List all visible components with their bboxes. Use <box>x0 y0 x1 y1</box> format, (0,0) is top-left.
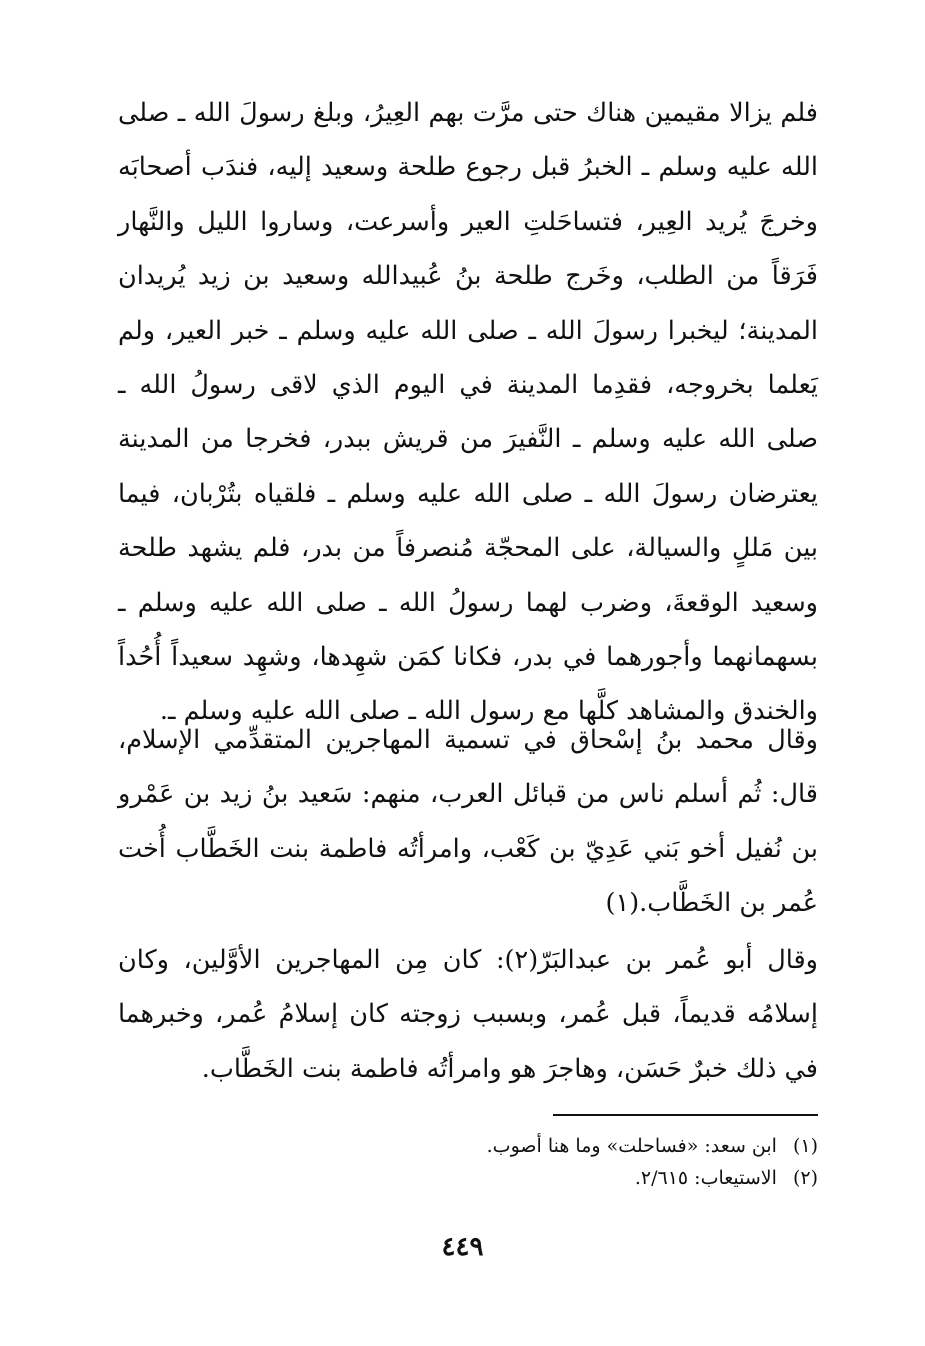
footnote-2-number: (٢) <box>792 1167 818 1189</box>
footnote-2-text: الاستيعاب: ٢/٦١٥. <box>634 1167 777 1189</box>
footnote-separator <box>553 1114 818 1116</box>
footnote-1-text: ابن سعد: «فساحلت» وما هنا أصوب. <box>486 1135 777 1157</box>
paragraph-2: وقال محمد بنُ إسْحاق في تسمية المهاجرين المتقدِّمي الإسلام، قال: ثُم أسلم ناس من قبائل العرب، منهم: سَعيد بنُ زيد بن عَمْرو بن نُفيل أخو بَني عَدِيّ بن كَعْب، وامرأتُه فاطمة بنت الخَطَّاب أُخت عُمر بن الخَطَّاب.(١) <box>118 725 818 919</box>
page-number: ٤٤٩ <box>441 1232 484 1262</box>
paragraph-1: فلم يزالا مقيمين هناك حتى مرَّت بهم العِيرُ، وبلغ رسولَ الله ـ صلى الله عليه وسلم ـ الخبرُ قبل رجوع طلحة وسعيد إليه، فندَب أصحابَه وخرجَ يُريد العِير، فتساحَلتِ العير وأسرعت، وساروا الليل والنَّهار فَرَقاً من الطلب، وخَرج طلحة بنُ عُبيدالله وسعيد بن زيد يُريدان المدينة؛ ليخبرا رسولَ الله ـ صلى الله عليه وسلم ـ خبر العير، ولم يَعلما بخروجه، فقدِما المدينة في اليوم الذي لاقى رسولُ الله ـ صلى الله عليه وسلم ـ النَّفيرَ من قريش ببدر، فخرجا من المدينة يعترضان رسولَ الله ـ صلى الله عليه وسلم ـ فلقياه بتُرْبان، فيما بين مَللٍ والسيالة، على المحجّة مُنصرفاً من بدر، فلم يشهد طلحة وسعيد الوقعةَ، وضرب لهما رسولُ الله ـ صلى الله عليه وسلم ـ بسهمانهما وأجورهما في بدر، فكانا كمَن شهِدها، وشهِد سعيداً أُحُداً والخندق والمشاهد كلَّها مع رسول الله ـ صلى الله عليه وسلم ـ. <box>118 98 818 727</box>
footnote-1-number: (١) <box>792 1135 818 1157</box>
footnote-1 <box>430 1130 818 1162</box>
footnote-2 <box>430 1162 818 1194</box>
footnotes <box>430 1130 818 1194</box>
paragraph-3: وقال أبو عُمر بن عبدالبَرّ(٢): كان مِن المهاجرين الأوَّلين، وكان إسلامُه قديماً، قبل عُمر، وبسبب زوجته كان إسلامُ عُمر، وخبرهما في ذلك خبرٌ حَسَن، وهاجرَ هو وامرأتُه فاطمة بنت الخَطَّاب. <box>118 945 818 1084</box>
